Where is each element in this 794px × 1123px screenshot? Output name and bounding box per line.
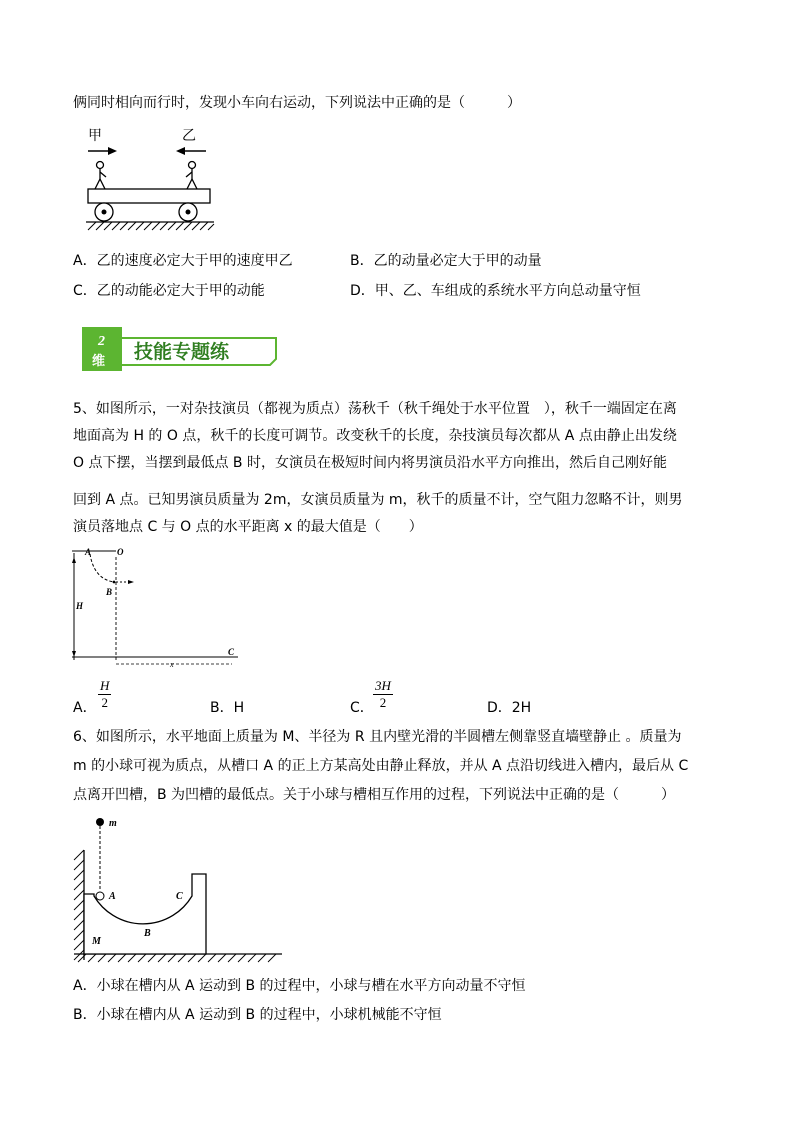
q5-line-5: 演员落地点 C 与 O 点的水平距离 x 的最大值是（ ） (73, 519, 423, 535)
q4-label-jia: 甲 (88, 129, 102, 144)
q5-label-x: x (170, 660, 174, 669)
q6-line-1: 6、如图所示，水平地面上质量为 M、半径为 R 且内壁光滑的半圆槽左侧靠竖直墙壁静止 。质量为 (73, 729, 682, 745)
ground-hatch (88, 222, 214, 230)
groove-body (84, 874, 206, 954)
wheel-icon (95, 203, 197, 221)
q5-label-h: H (76, 601, 84, 611)
q5-option-a-den: 2 (101, 695, 108, 710)
q4-option-b: B．乙的动量必定大于甲的动量 (350, 253, 542, 269)
q6-label-mass: M (92, 936, 101, 947)
q5-line-3: O 点下摆，当摆到最低点 B 时，女演员在极短时间内将男演员沿水平方向推出，然后自己刚好能 (73, 455, 667, 471)
q6-line-2: m 的小球可视为质点，从槽口 A 的正上方某高处由静止释放，并从 A 点沿切线进入槽内，最后从 C (73, 758, 689, 774)
q5-label-b: B (106, 587, 113, 597)
q4-stem: 俩同时相向而行时，发现小车向右运动，下列说法中正确的是（ ） (73, 95, 521, 111)
q5-option-c-fraction (373, 678, 393, 711)
q5-option-c-prefix: C． (350, 700, 374, 716)
badge-number: 2 (98, 334, 105, 349)
wall-hatch (74, 850, 84, 960)
q4-figure (84, 125, 224, 237)
q4-label-yi: 乙 (182, 129, 196, 144)
ball-icon (96, 818, 104, 826)
person-yi-icon (186, 162, 197, 190)
arrow-left-icon (176, 147, 185, 155)
q6-label-b: B (144, 928, 151, 939)
person-jia-icon (95, 162, 106, 190)
q4-option-a: A．乙的速度必定大于甲的速度甲乙 (73, 253, 293, 269)
q5-option-a-fraction (98, 678, 111, 711)
q5-line-1: 5、如图所示，一对杂技演员（都视为质点）荡秋千（秋千绳处于水平位置 ），秋千一端固定在离 (73, 401, 677, 417)
cart-body (88, 189, 210, 203)
q6-option-a: A．小球在槽内从 A 运动到 B 的过程中，小球与槽在水平方向动量不守恒 (73, 978, 526, 994)
ground-hatch-2 (78, 954, 276, 962)
banner-graphic (80, 325, 280, 373)
section-banner (80, 325, 280, 373)
q5-option-c-den: 2 (379, 695, 387, 710)
q5-line-2: 地面高为 H 的 O 点，秋千的长度可调节。改变秋千的长度，杂技演员每次都从 A 点由静止出发绕 (73, 428, 677, 444)
q6-label-a: A (109, 891, 116, 902)
q5-option-b: B．H (210, 700, 245, 716)
q6-label-c: C (176, 891, 183, 902)
q6-label-m: m (109, 818, 117, 829)
arrow-right-icon (108, 147, 117, 155)
q4-option-c: C．乙的动能必定大于甲的动能 (73, 283, 265, 299)
q5-option-d: D．2H (487, 700, 532, 716)
q4-option-d: D．甲、乙、车组成的系统水平方向总动量守恒 (350, 283, 641, 299)
q5-option-a-num: H (100, 678, 110, 693)
q5-label-o: O (117, 547, 124, 557)
q5-label-a: A (85, 547, 92, 557)
q5-figure (66, 545, 246, 670)
badge-word: 维 (92, 353, 106, 368)
q5-line-4: 回到 A 点。已知男演员质量为 2m，女演员质量为 m，秋千的质量不计，空气阻力忽略不计，则男 (73, 492, 683, 508)
q6-line-3: 点离开凹槽，B 为凹槽的最低点。关于小球与槽相互作用的过程，下列说法中正确的是（ ） (73, 787, 676, 803)
q5-label-c: C (228, 647, 235, 657)
banner-title: 技能专题练 (134, 342, 230, 363)
q5-option-a-prefix: A． (73, 700, 97, 716)
q6-option-b: B．小球在槽内从 A 运动到 B 的过程中，小球机械能不守恒 (73, 1007, 442, 1023)
q6-figure (66, 812, 291, 970)
q5-option-c-num: 3H (375, 678, 391, 693)
